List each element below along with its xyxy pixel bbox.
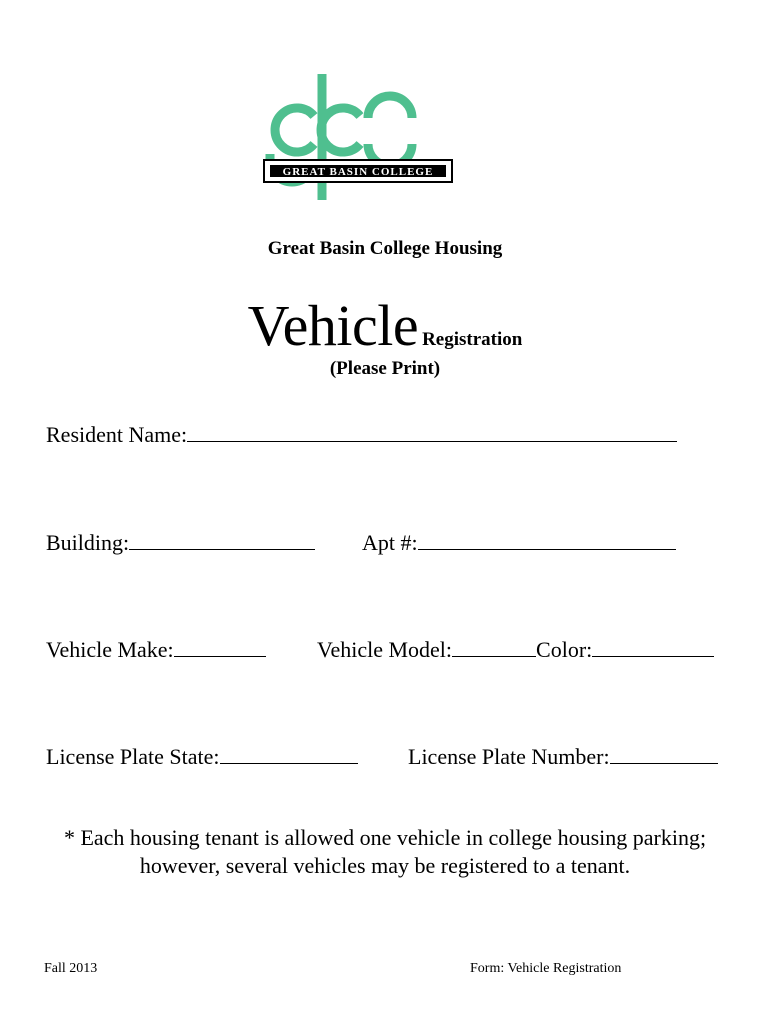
title-registration: Registration — [422, 329, 523, 350]
vehicle-model-line[interactable] — [452, 637, 536, 657]
housing-heading: Great Basin College Housing — [267, 238, 503, 259]
plate-state-label: License Plate State: — [46, 744, 220, 769]
color-label: Color: — [536, 637, 593, 662]
title-vehicle: Vehicle — [247, 293, 419, 358]
building-label: Building: — [46, 530, 130, 555]
vehicle-make-label: Vehicle Make: — [46, 637, 174, 662]
vehicle-model-label: Vehicle Model: — [317, 637, 453, 662]
plate-number-field[interactable] — [408, 744, 718, 770]
logo-text: GREAT BASIN COLLEGE — [282, 166, 434, 178]
vehicle-make-field[interactable] — [46, 637, 266, 663]
college-logo — [262, 70, 454, 206]
vehicle-model-field[interactable] — [317, 637, 714, 663]
form-title — [0, 292, 770, 359]
vehicle-make-line[interactable] — [174, 637, 266, 657]
plate-number-label: License Plate Number: — [408, 744, 610, 769]
building-line[interactable] — [129, 530, 315, 550]
footer-form-name: Form: Vehicle Registration — [470, 961, 622, 976]
resident-name-field[interactable] — [46, 422, 677, 448]
resident-name-line[interactable] — [187, 422, 677, 442]
note-line-1: * Each housing tenant is allowed one vehicle in college housing parking; — [63, 825, 707, 850]
building-field[interactable] — [46, 530, 315, 556]
apt-line[interactable] — [418, 530, 676, 550]
vehicle-policy-note — [0, 824, 770, 880]
apt-field[interactable] — [362, 530, 676, 556]
plate-state-field[interactable] — [46, 744, 358, 770]
footer-date: Fall 2013 — [44, 961, 98, 976]
color-line[interactable] — [592, 637, 714, 657]
please-print-note: (Please Print) — [329, 358, 441, 379]
resident-name-label: Resident Name: — [46, 422, 188, 447]
note-line-2: however, several vehicles may be registered to a tenant. — [139, 853, 631, 878]
apt-label: Apt #: — [362, 530, 418, 555]
plate-state-line[interactable] — [220, 744, 358, 764]
plate-number-line[interactable] — [610, 744, 718, 764]
